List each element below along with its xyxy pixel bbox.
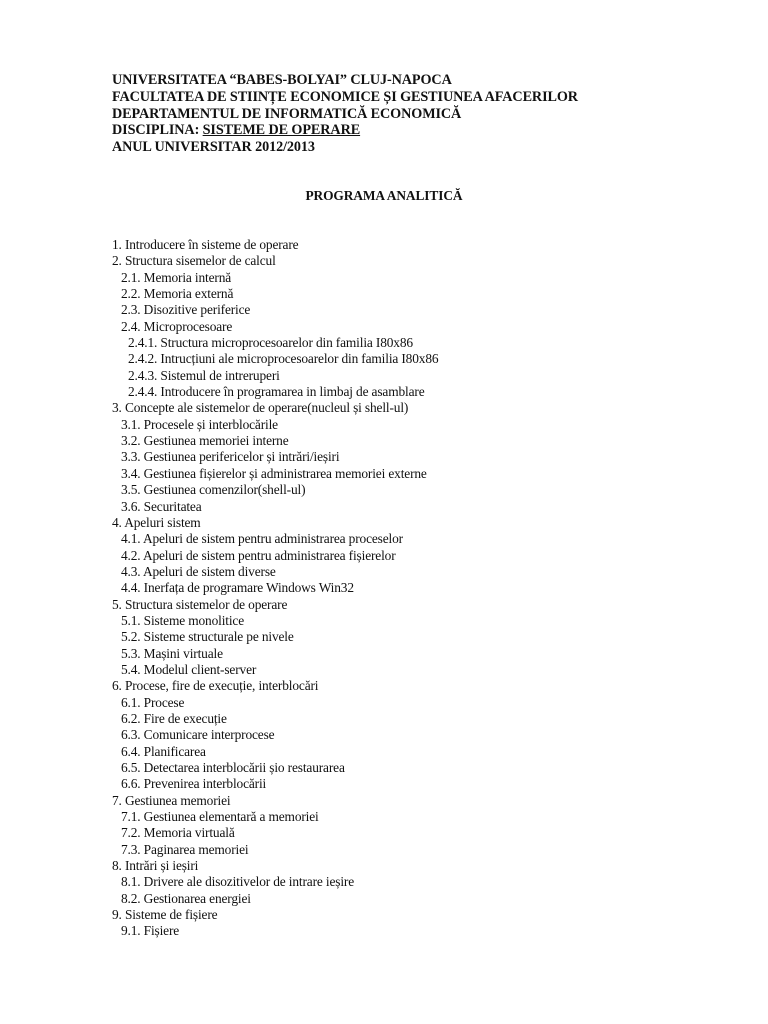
outline-section: 4.3. Apeluri de sistem diverse bbox=[121, 563, 276, 579]
outline-section: 8.2. Gestionarea energiei bbox=[121, 890, 251, 906]
document-title: PROGRAMA ANALITICĂ bbox=[305, 188, 463, 203]
outline-section: 6.2. Fire de execuție bbox=[121, 710, 227, 726]
outline-chapter: 6. Procese, fire de execuție, interblocări bbox=[112, 678, 319, 694]
outline-chapter: 1. Introducere în sisteme de operare bbox=[112, 237, 299, 252]
outline-section: 2.4. Microprocesoare bbox=[121, 318, 233, 334]
outline-subsection: 2.4.1. Structura microprocesoarelor din familia I80x86 bbox=[128, 335, 413, 351]
outline-section: 6.6. Prevenirea interblocării bbox=[121, 776, 267, 792]
outline-chapter: 7. Gestiunea memoriei bbox=[112, 792, 231, 808]
outline-chapter: 5. Structura sistemelor de operare bbox=[112, 596, 288, 612]
outline-chapter: 9. Sisteme de fișiere bbox=[112, 907, 218, 923]
outline-subsection: 2.4.2. Intrucțiuni ale microprocesoarelor din familia I80x86 bbox=[128, 351, 439, 367]
document-header bbox=[112, 72, 672, 156]
outline-chapter: 2. Structura sisemelor de calcul bbox=[112, 253, 276, 269]
outline-section: 3.1. Procesele și interblocările bbox=[121, 416, 278, 432]
department-name: DEPARTAMENTUL DE INFORMATICĂ ECONOMICĂ bbox=[112, 105, 462, 122]
outline-subsection: 2.4.3. Sistemul de intreruperi bbox=[128, 367, 280, 383]
outline-chapter: 4. Apeluri sistem bbox=[112, 514, 201, 530]
discipline-line bbox=[112, 122, 672, 139]
academic-year: ANUL UNIVERSITAR 2012/2013 bbox=[112, 139, 315, 156]
outline-section: 3.5. Gestiunea comenzilor(shell-ul) bbox=[121, 482, 306, 498]
outline-section: 5.3. Mașini virtuale bbox=[121, 645, 223, 661]
outline-section: 9.1. Fișiere bbox=[121, 923, 180, 939]
outline-section: 8.1. Drivere ale disozitivelor de intrare ieșire bbox=[121, 874, 354, 890]
outline-section: 4.4. Inerfața de programare Windows Win32 bbox=[121, 580, 354, 596]
outline-section: 2.2. Memoria externă bbox=[121, 286, 234, 302]
outline-section: 5.2. Sisteme structurale pe nivele bbox=[121, 629, 294, 645]
outline-subsection: 2.4.4. Introducere în programarea in limbaj de asamblare bbox=[128, 384, 425, 400]
outline-section: 3.3. Gestiunea perifericelor și intrări/ieșiri bbox=[121, 449, 340, 465]
outline-section: 3.6. Securitatea bbox=[121, 498, 202, 514]
outline-section: 6.5. Detectarea interblocării șio restaurarea bbox=[121, 760, 345, 775]
syllabus-outline bbox=[112, 237, 672, 940]
outline-section: 7.2. Memoria virtuală bbox=[121, 825, 235, 841]
outline-section: 2.1. Memoria internă bbox=[121, 269, 232, 285]
outline-section: 2.3. Disozitive periferice bbox=[121, 302, 251, 318]
outline-chapter: 8. Intrări și ieșiri bbox=[112, 858, 199, 874]
outline-section: 6.4. Planificarea bbox=[121, 743, 206, 759]
outline-chapter: 3. Concepte ale sistemelor de operare(nucleul și shell-ul) bbox=[112, 400, 409, 416]
outline-section: 6.3. Comunicare interprocese bbox=[121, 727, 275, 743]
outline-section: 4.2. Apeluri de sistem pentru administrarea fișierelor bbox=[121, 547, 396, 563]
discipline-label: DISCIPLINA: bbox=[112, 122, 203, 139]
outline-section: 5.1. Sisteme monolitice bbox=[121, 612, 245, 628]
university-name: UNIVERSITATEA “BABES-BOLYAI” CLUJ-NAPOCA bbox=[112, 72, 452, 88]
outline-section: 7.3. Paginarea memoriei bbox=[121, 841, 249, 857]
discipline-value: SISTEME DE OPERARE bbox=[202, 122, 361, 139]
outline-section: 7.1. Gestiunea elementară a memoriei bbox=[121, 809, 319, 825]
faculty-name: FACULTATEA DE STIINȚE ECONOMICE ȘI GESTIUNEA AFACERILOR bbox=[112, 88, 578, 105]
outline-section: 3.2. Gestiunea memoriei interne bbox=[121, 433, 289, 449]
outline-section: 4.1. Apeluri de sistem pentru administrarea proceselor bbox=[121, 531, 403, 547]
outline-section: 3.4. Gestiunea fișierelor și administrarea memoriei externe bbox=[121, 465, 427, 481]
outline-section: 6.1. Procese bbox=[121, 694, 185, 710]
outline-section: 5.4. Modelul client-server bbox=[121, 661, 257, 677]
